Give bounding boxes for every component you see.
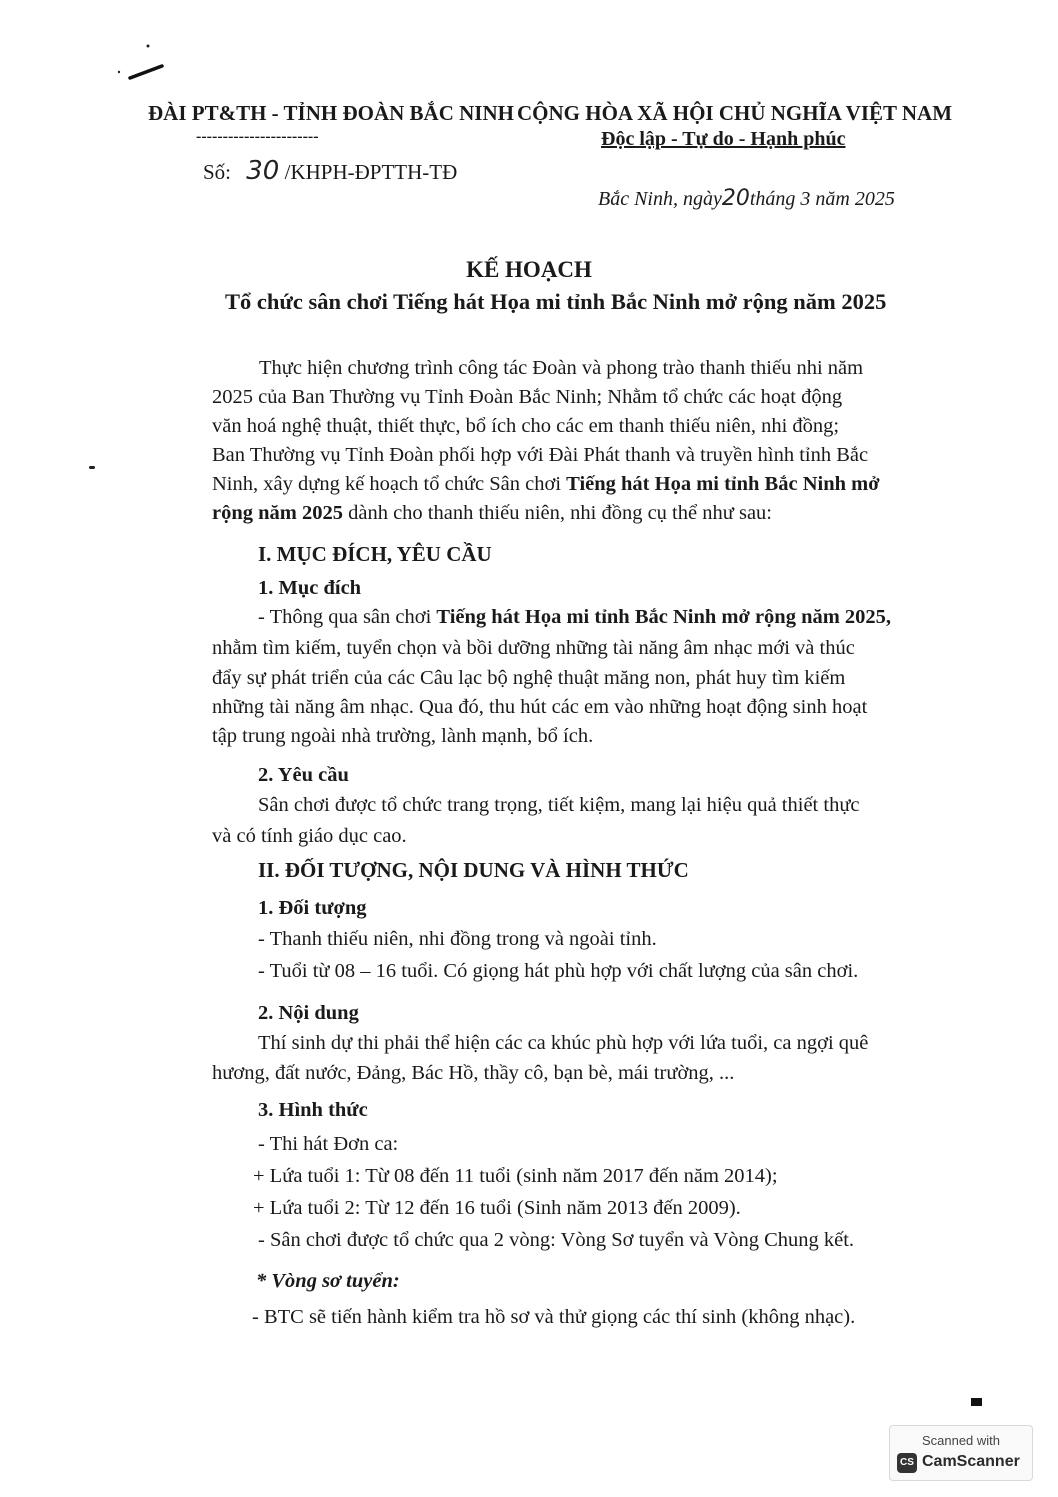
purpose-heading: 1. Mục đích xyxy=(258,577,362,599)
national-motto: Độc lập - Tự do - Hạnh phúc xyxy=(601,128,846,150)
doc-number-label: Số: xyxy=(203,160,232,184)
intro-line-1: Thực hiện chương trình công tác Đoàn và phong trào thanh thiếu nhi năm xyxy=(259,357,864,379)
content-line-2: hương, đất nước, Đảng, Bác Hồ, thầy cô, bạn bè, mái trường, ... xyxy=(212,1062,735,1084)
camscanner-logo-icon: CS xyxy=(897,1453,917,1473)
target-heading: 1. Đối tượng xyxy=(258,897,367,919)
format-line-3: + Lứa tuổi 2: Từ 12 đến 16 tuổi (Sinh năm 2013 đến 2009). xyxy=(253,1197,741,1219)
intro-program-name: Tiếng hát Họa mi tỉnh Bắc Ninh mở xyxy=(566,473,880,495)
section-2-heading: II. ĐỐI TƯỢNG, NỘI DUNG VÀ HÌNH THỨC xyxy=(258,858,689,882)
pen-mark-decoration xyxy=(110,40,180,90)
target-line-2: - Tuổi từ 08 – 16 tuổi. Có giọng hát phù hợp với chất lượng của sân chơi. xyxy=(258,960,859,982)
watermark-caption: Scanned with xyxy=(921,1433,1001,1448)
content-line-1: Thí sinh dự thi phải thể hiện các ca khúc phù hợp với lứa tuổi, ca ngợi quê xyxy=(258,1032,869,1054)
intro-line-5-text: Ninh, xây dựng kế hoạch tổ chức Sân chơi xyxy=(212,473,567,495)
intro-line-3: văn hoá nghệ thuật, thiết thực, bổ ích cho các em thanh thiếu niên, nhi đồng; xyxy=(212,415,840,437)
watermark-brand: CamScanner xyxy=(922,1453,1020,1470)
content-heading: 2. Nội dung xyxy=(258,1002,359,1024)
document-title: KẾ HOẠCH xyxy=(466,257,592,282)
purpose-line-1 xyxy=(258,606,891,629)
format-line-4: - Sân chơi được tổ chức qua 2 vòng: Vòng Sơ tuyển và Vòng Chung kết. xyxy=(258,1229,855,1251)
section-1-heading: I. MỤC ĐÍCH, YÊU CẦU xyxy=(258,542,492,566)
country-name: CỘNG HÒA XÃ HỘI CHỦ NGHĨA VIỆT NAM xyxy=(517,101,953,125)
intro-line-6 xyxy=(212,502,772,525)
scan-mark xyxy=(971,1398,982,1406)
requirement-line-2: và có tính giáo dục cao. xyxy=(212,825,407,847)
purpose-line-5: tập trung ngoài nhà trường, lành mạnh, bổ ích. xyxy=(212,725,594,747)
document-subtitle: Tổ chức sân chơi Tiếng hát Họa mi tỉnh Bắc Ninh mở rộng năm 2025 xyxy=(225,289,887,314)
purpose-line-3: đẩy sự phát triển của các Câu lạc bộ nghệ thuật măng non, phát huy tìm kiếm xyxy=(212,667,846,689)
requirement-heading: 2. Yêu cầu xyxy=(258,764,349,786)
purpose-line-1-text: - Thông qua sân chơi xyxy=(258,606,437,628)
intro-line-2: 2025 của Ban Thường vụ Tỉnh Đoàn Bắc Ninh; Nhằm tổ chức các hoạt động xyxy=(212,386,843,408)
scan-speck xyxy=(89,466,95,469)
target-line-1: - Thanh thiếu niên, nhi đồng trong và ngoài tỉnh. xyxy=(258,928,657,950)
intro-line-6-text: dành cho thanh thiếu niên, nhi đồng cụ thể như sau: xyxy=(342,502,772,524)
purpose-program-name: Tiếng hát Họa mi tỉnh Bắc Ninh mở rộng năm 2025, xyxy=(436,606,892,628)
format-line-1: - Thi hát Đơn ca: xyxy=(258,1133,399,1155)
format-line-5: * Vòng sơ tuyển: xyxy=(256,1270,400,1292)
intro-line-5 xyxy=(212,473,880,496)
date-prefix: Bắc Ninh, ngày xyxy=(598,188,722,210)
purpose-line-2: nhằm tìm kiếm, tuyển chọn và bồi dưỡng những tài năng âm nhạc mới và thúc xyxy=(212,637,855,659)
date-suffix: tháng 3 năm 2025 xyxy=(749,188,895,210)
intro-program-year: rộng năm 2025 xyxy=(212,502,343,524)
requirement-line-1: Sân chơi được tổ chức trang trọng, tiết kiệm, mang lại hiệu quả thiết thực xyxy=(258,794,860,816)
doc-number-handwritten: 30 xyxy=(246,156,280,186)
intro-line-4: Ban Thường vụ Tỉnh Đoàn phối hợp với Đài Phát thanh và truyền hình tỉnh Bắc xyxy=(212,444,869,466)
format-heading: 3. Hình thức xyxy=(258,1099,368,1121)
purpose-line-4: những tài năng âm nhạc. Qua đó, thu hút các em vào những hoạt động sinh hoạt xyxy=(212,696,868,718)
camscanner-watermark xyxy=(889,1425,1033,1481)
document-number xyxy=(203,156,457,186)
date-day-handwritten: 20 xyxy=(721,186,750,211)
organization-name: ĐÀI PT&TH - TỈNH ĐOÀN BẮC NINH xyxy=(148,101,514,125)
organization-rule: ----------------------- xyxy=(196,128,319,145)
format-line-6: - BTC sẽ tiến hành kiểm tra hồ sơ và thử giọng các thí sinh (không nhạc). xyxy=(252,1306,856,1328)
format-line-2: + Lứa tuổi 1: Từ 08 đến 11 tuổi (sinh năm 2017 đến năm 2014); xyxy=(253,1165,778,1187)
document-date xyxy=(598,186,895,211)
doc-number-code: /KHPH-ĐPTTH-TĐ xyxy=(284,160,458,184)
